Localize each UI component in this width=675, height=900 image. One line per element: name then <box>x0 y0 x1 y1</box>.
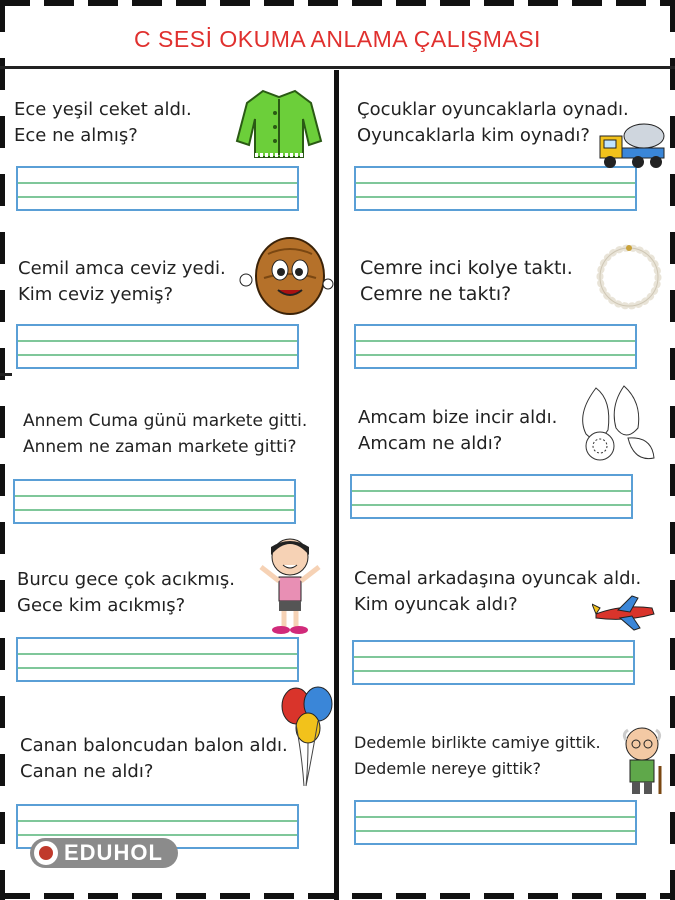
left-question-4: Burcu gece çok acıkmış. Gece kim acıkmış? <box>17 569 236 616</box>
right-question-4: Cemal arkadaşına oyuncak aldı. Kim oyuncak aldı? <box>354 568 642 615</box>
left-question-2: Cemil amca ceviz yedi. Kim ceviz yemiş? <box>18 258 226 305</box>
pearl-necklace-icon <box>594 240 664 310</box>
green-jacket-icon <box>233 85 325 163</box>
grandfather-icon <box>614 724 670 796</box>
toy-truck-icon <box>598 118 668 170</box>
answer-lines-left-4[interactable] <box>16 637 299 682</box>
left-question-5: Canan baloncudan balon aldı. Canan ne aldı? <box>20 735 288 782</box>
left-question-1: Ece yeşil ceket aldı. Ece ne almış? <box>14 99 192 146</box>
answer-lines-right-1[interactable] <box>354 166 637 211</box>
answer-lines-left-3[interactable] <box>13 479 296 524</box>
answer-lines-right-3[interactable] <box>350 474 633 519</box>
right-question-5: Dedemle birlikte camiye gittik. Dedemle nereye gittik? <box>354 733 601 778</box>
answer-lines-right-2[interactable] <box>354 324 637 369</box>
answer-lines-right-5[interactable] <box>354 800 637 845</box>
answer-lines-right-4[interactable] <box>352 640 635 685</box>
balloons-icon <box>278 686 336 790</box>
right-dashed-border <box>670 0 675 900</box>
left-question-3: Annem Cuma günü markete gitti. Annem ne zaman markete gitti? <box>23 411 308 457</box>
title-underline <box>0 66 675 69</box>
answer-lines-left-2[interactable] <box>16 324 299 369</box>
answer-lines-left-1[interactable] <box>16 166 299 211</box>
fig-icon <box>572 380 658 466</box>
walnut-character-icon <box>238 234 334 316</box>
right-question-3: Amcam bize incir aldı. Amcam ne aldı? <box>358 407 558 454</box>
worksheet-title: C SESİ OKUMA ANLAMA ÇALIŞMASI <box>134 26 541 52</box>
right-question-2: Cemre inci kolye taktı. Cemre ne taktı? <box>360 257 573 305</box>
left-dashed-border <box>0 0 5 900</box>
eduhol-watermark: EDUHOL <box>30 838 178 868</box>
top-dashed-border <box>0 0 675 6</box>
logo-mark-icon <box>34 841 58 865</box>
right-question-1: Çocuklar oyuncaklarla oynadı. Oyuncaklarla kim oynadı? <box>357 99 629 146</box>
row-separator-left <box>0 373 12 376</box>
girl-icon <box>255 535 325 635</box>
toy-plane-icon <box>592 594 658 632</box>
